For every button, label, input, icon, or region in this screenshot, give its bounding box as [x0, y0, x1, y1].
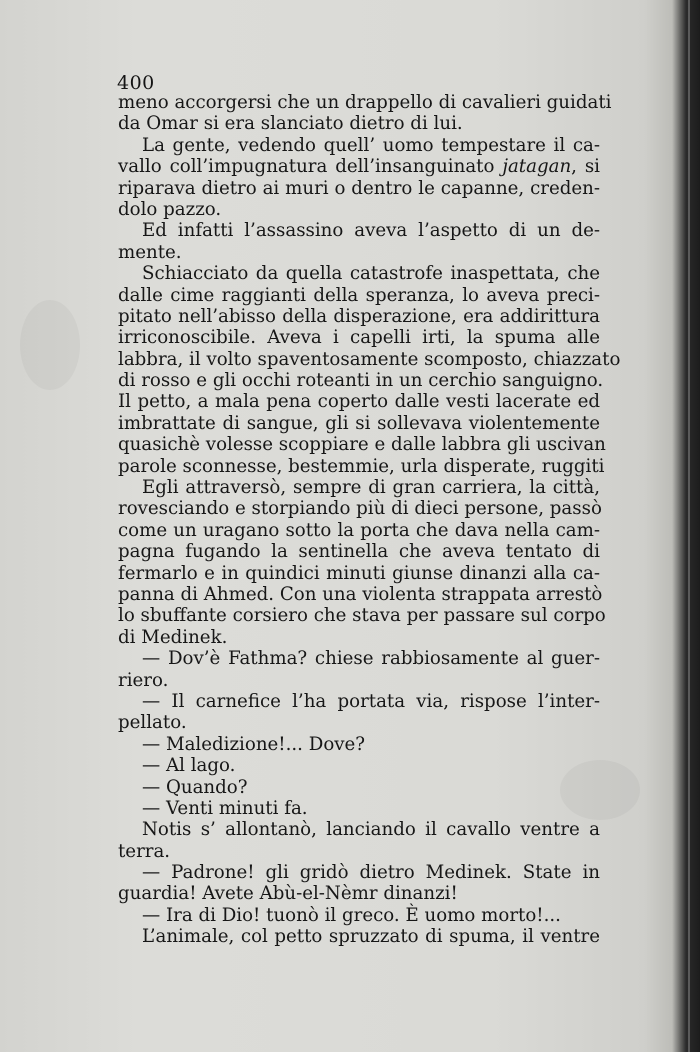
text-line: L’animale, col petto spruzzato di spuma, il ventre — [142, 926, 600, 948]
text-line: Schiacciato da quella catastrofe inaspettata, che — [142, 263, 600, 285]
text-line: di rosso e gli occhi roteanti in un cerchio sanguigno. — [118, 370, 604, 392]
text-line: fermarlo e in quindici minuti giunse dinanzi alla ca- — [118, 562, 600, 584]
text-line: — Il carnefice l’ha portata via, rispose l’inter- — [142, 690, 600, 712]
text-line: Ed infatti l’assassino aveva l’aspetto di un de- — [142, 220, 600, 242]
text-line: — Ira di Dio! tuonò il greco. È uomo morto!... — [142, 904, 561, 926]
text-line: irriconoscibile. Aveva i capelli irti, la spuma alle — [118, 327, 600, 349]
text-line: — Padrone! gli gridò dietro Medinek. State in — [142, 862, 600, 884]
text-line: — Quando? — [142, 776, 248, 798]
text-line: dalle cime raggianti della speranza, lo aveva preci- — [118, 284, 600, 306]
text-line: riparava dietro ai muri o dentro le capanne, creden- — [118, 177, 600, 199]
body-text — [118, 92, 621, 948]
paper-stain — [20, 300, 80, 390]
text-line: — Maledizione!... Dove? — [142, 733, 366, 755]
text-line: di Medinek. — [118, 626, 228, 648]
text-line: pellato. — [118, 712, 187, 734]
text-line: imbrattate di sangue, gli si sollevava violentemente — [118, 412, 600, 434]
text-line: lo sbuffante corsiero che stava per passare sul corpo — [118, 605, 606, 627]
text-line: parole sconnesse, bestemmie, urla disperate, ruggiti — [118, 455, 605, 477]
text-line: guardia! Avete Abù-el-Nèmr dinanzi! — [118, 883, 458, 905]
text-line: — Al lago. — [142, 755, 236, 777]
text-line: panna di Ahmed. Con una violenta strappata arrestò — [118, 583, 603, 605]
italic-word: jatagan — [502, 156, 572, 178]
text-line: Notis s’ allontanò, lanciando il cavallo ventre a — [142, 819, 600, 841]
text-line: mente. — [118, 241, 182, 263]
text-line: da Omar si era slanciato dietro di lui. — [118, 113, 463, 135]
text-line: come un uragano sotto la porta che dava nella cam- — [118, 519, 600, 541]
page-number: 400 — [117, 72, 155, 94]
text-line: riero. — [118, 669, 169, 691]
text-line: pagna fugando la sentinella che aveva tentato di — [118, 541, 600, 563]
text-line: Egli attraversò, sempre di gran carriera, la città, — [142, 477, 600, 499]
text-line: La gente, vedendo quell’ uomo tempestare il ca- — [142, 134, 600, 156]
text-line: Il petto, a mala pena coperto dalle vesti lacerate ed — [118, 391, 600, 413]
text-line: labbra, il volto spaventosamente scomposto, chiazzato — [118, 348, 621, 370]
text-line: — Venti minuti fa. — [142, 797, 308, 819]
text-line: terra. — [118, 840, 171, 862]
text-line: vallo coll’impugnatura dell’insanguinato jatagan, si — [118, 156, 600, 178]
page-edge-shadow — [688, 0, 690, 1052]
text-line: rovesciando e storpiando più di dieci persone, passò — [118, 498, 602, 520]
text-line: meno accorgersi che un drappello di cavalieri guidati — [118, 92, 612, 113]
text-line: dolo pazzo. — [118, 198, 222, 220]
text-line: — Dov’è Fathma? chiese rabbiosamente al guer- — [142, 648, 600, 670]
text-line: quasichè volesse scoppiare e dalle labbra gli uscivan — [118, 434, 606, 456]
text-line: pitato nell’abisso della disperazione, era addirittura — [118, 305, 600, 327]
